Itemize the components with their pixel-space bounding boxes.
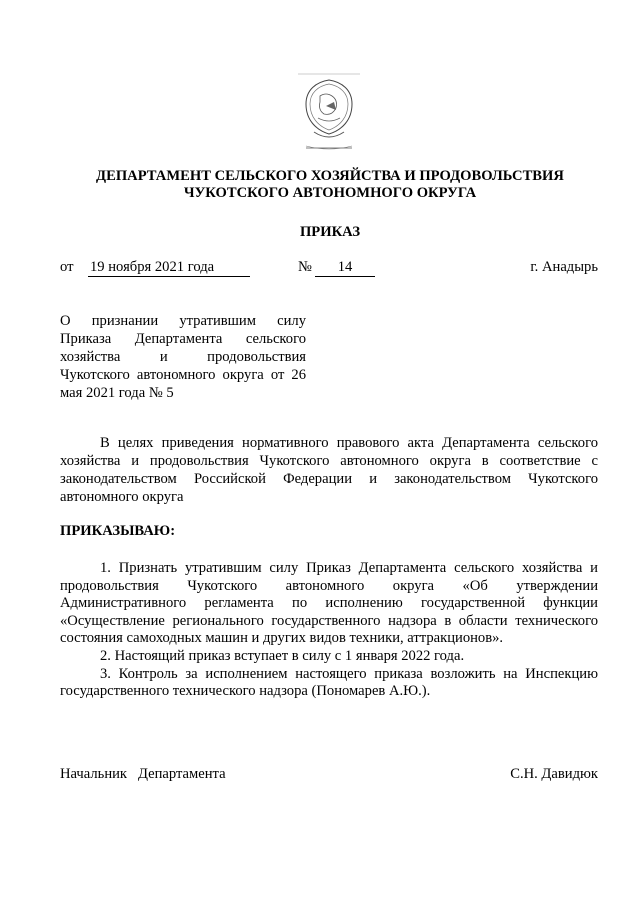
document-type: ПРИКАЗ [299, 224, 361, 240]
document-number: 14 [315, 259, 375, 277]
title-line-1: ДЕПАРТАМЕНТ СЕЛЬСКОГО ХОЗЯЙСТВА И ПРОДОВОЛЬСТВИЯ [96, 168, 564, 184]
date-prefix: от [60, 259, 74, 275]
emblem-icon [296, 72, 362, 156]
preamble-paragraph: В целях приведения нормативного правового акта Департамента сельского хозяйства и продовольствия Чукотского автономного округа в соответствие с законодательством Российской Федерации и законодательством Чукотского автономного округа [60, 435, 598, 505]
document-city: г. Анадырь [530, 259, 598, 275]
order-items [60, 560, 598, 701]
department-title [40, 168, 620, 202]
coat-of-arms-emblem [296, 72, 362, 156]
order-verb: ПРИКАЗЫВАЮ: [60, 523, 176, 539]
order-item: 1. Признать утратившим силу Приказ Департамента сельского хозяйства и продовольствия Чукотского автономного округа «Об утверждении Административного регламента по исполнению государственной функции «Осуществление регионального государственного надзора в области технического состояния самоходных машин и других видов техники, аттракционов». [60, 560, 598, 647]
document-meta-line [60, 259, 598, 279]
document-subject: О признании утратившим силу Приказа Департамента сельского хозяйства и продовольствия Чукотского автономного округа от 26 мая 2021 года № 5 [60, 313, 306, 401]
order-item: 3. Контроль за исполнением настоящего приказа возложить на Инспекцию государственного технического надзора (Пономарев А.Ю.). [60, 665, 598, 700]
number-prefix: № [298, 259, 312, 275]
signatory-name: С.Н. Давидюк [510, 766, 598, 782]
title-line-2: ЧУКОТСКОГО АВТОНОМНОГО ОКРУГА [183, 185, 477, 201]
order-item: 2. Настоящий приказ вступает в силу с 1 января 2022 года. [100, 647, 465, 664]
signatory-position: Начальник Департамента [60, 766, 226, 782]
document-date: 19 ноября 2021 года [88, 259, 250, 277]
